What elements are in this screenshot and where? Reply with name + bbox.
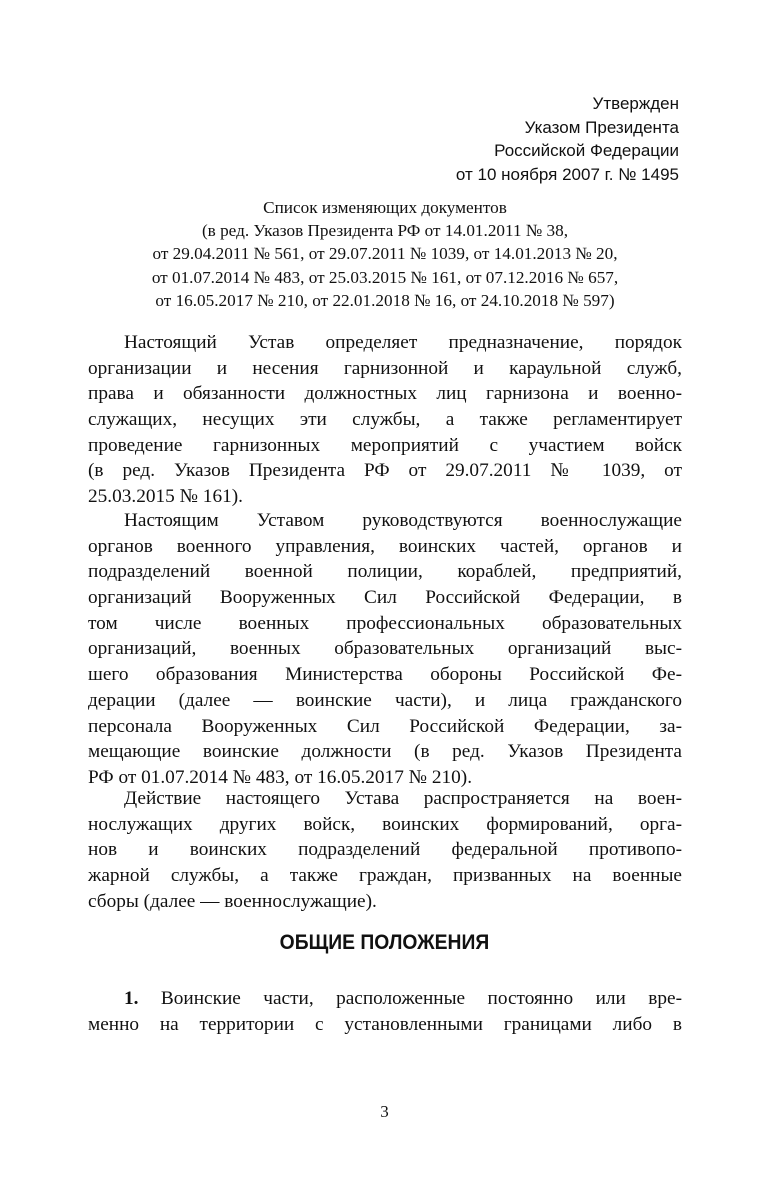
text-line: организаций, военных образовательных организаций выс- — [88, 638, 682, 660]
text-line: Настоящим Уставом руководствуются военнослужащие — [124, 510, 682, 531]
text-line: органов военного управления, воинских частей, органов и — [88, 535, 682, 557]
text-line: том числе военных профессиональных образовательных — [88, 612, 682, 634]
text-line: Настоящий Устав определяет предназначение, порядок — [124, 332, 682, 353]
text-line — [88, 986, 682, 1012]
text-line: сборы (далее — военнослужащие). — [88, 890, 377, 912]
approval-line: Российской Федерации — [494, 141, 679, 160]
text-line: дерации (далее — воинские части), и лица гражданского — [88, 689, 682, 711]
text-line: права и обязанности должностных лиц гарнизона и военно- — [88, 383, 682, 405]
approval-line: от 10 ноября 2007 г. № 1495 — [455, 164, 679, 184]
text-line: организаций Вооруженных Сил Российской Федерации, в — [88, 587, 682, 609]
amendments-line: (в ред. Указов Президента РФ от 14.01.2011 № 38, — [201, 221, 569, 241]
text-line: проведение гарнизонных мероприятий с участием войск — [88, 434, 682, 456]
amendments-line: от 16.05.2017 № 210, от 22.01.2018 № 16, от 24.10.2018 № 597) — [155, 290, 615, 310]
text-line: 25.03.2015 № 161). — [88, 486, 243, 508]
article-1-paragraph — [88, 986, 682, 1037]
text-line: Действие настоящего Устава распространяется на воен- — [124, 788, 682, 809]
amendments-list — [88, 196, 682, 312]
intro-paragraph-applicability — [88, 786, 682, 914]
intro-paragraph-scope — [88, 508, 682, 791]
text-line: мещающие воинские должности (в ред. Указов Президента — [88, 741, 682, 763]
article-number: 1. — [124, 988, 139, 1009]
approval-block — [456, 92, 679, 186]
amendments-line: от 29.04.2011 № 561, от 29.07.2011 № 1039, от 14.01.2013 № 20, — [152, 244, 618, 264]
text-line: (в ред. Указов Президента РФ от 29.07.2011 № 1039, от — [88, 460, 682, 482]
amendments-line: Список изменяющих документов — [263, 198, 507, 217]
text-line: подразделений военной полиции, кораблей, предприятий, — [88, 561, 682, 583]
text-line: менно на территории с установленными границами либо в — [88, 1013, 682, 1035]
text-line: жарной службы, а также граждан, призванных на военные — [88, 865, 682, 887]
amendments-line: от 01.07.2014 № 483, от 25.03.2015 № 161, от 07.12.2016 № 657, — [151, 267, 619, 287]
section-heading: ОБЩИЕ ПОЛОЖЕНИЯ — [279, 931, 490, 954]
page-number: 3 — [380, 1102, 389, 1121]
text-line: персонала Вооруженных Сил Российской Федерации, за- — [88, 715, 682, 737]
text-line: шего образования Министерства обороны Российской Фе- — [88, 664, 682, 686]
text-line: РФ от 01.07.2014 № 483, от 16.05.2017 № 210). — [88, 766, 473, 788]
intro-paragraph-purpose — [88, 330, 682, 510]
article-text: Воинские части, расположенные постоянно или вре- — [160, 988, 682, 1009]
approval-line: Указом Президента — [524, 117, 679, 137]
approval-line: Утвержден — [592, 94, 679, 113]
text-line: служащих, несущих эти службы, а также регламентирует — [88, 409, 682, 431]
text-line: нов и воинских подразделений федеральной противопо- — [88, 839, 682, 861]
text-line: организации и несения гарнизонной и караульной служб, — [88, 357, 682, 379]
text-line: нослужащих других войск, воинских формирований, орга- — [88, 813, 682, 835]
